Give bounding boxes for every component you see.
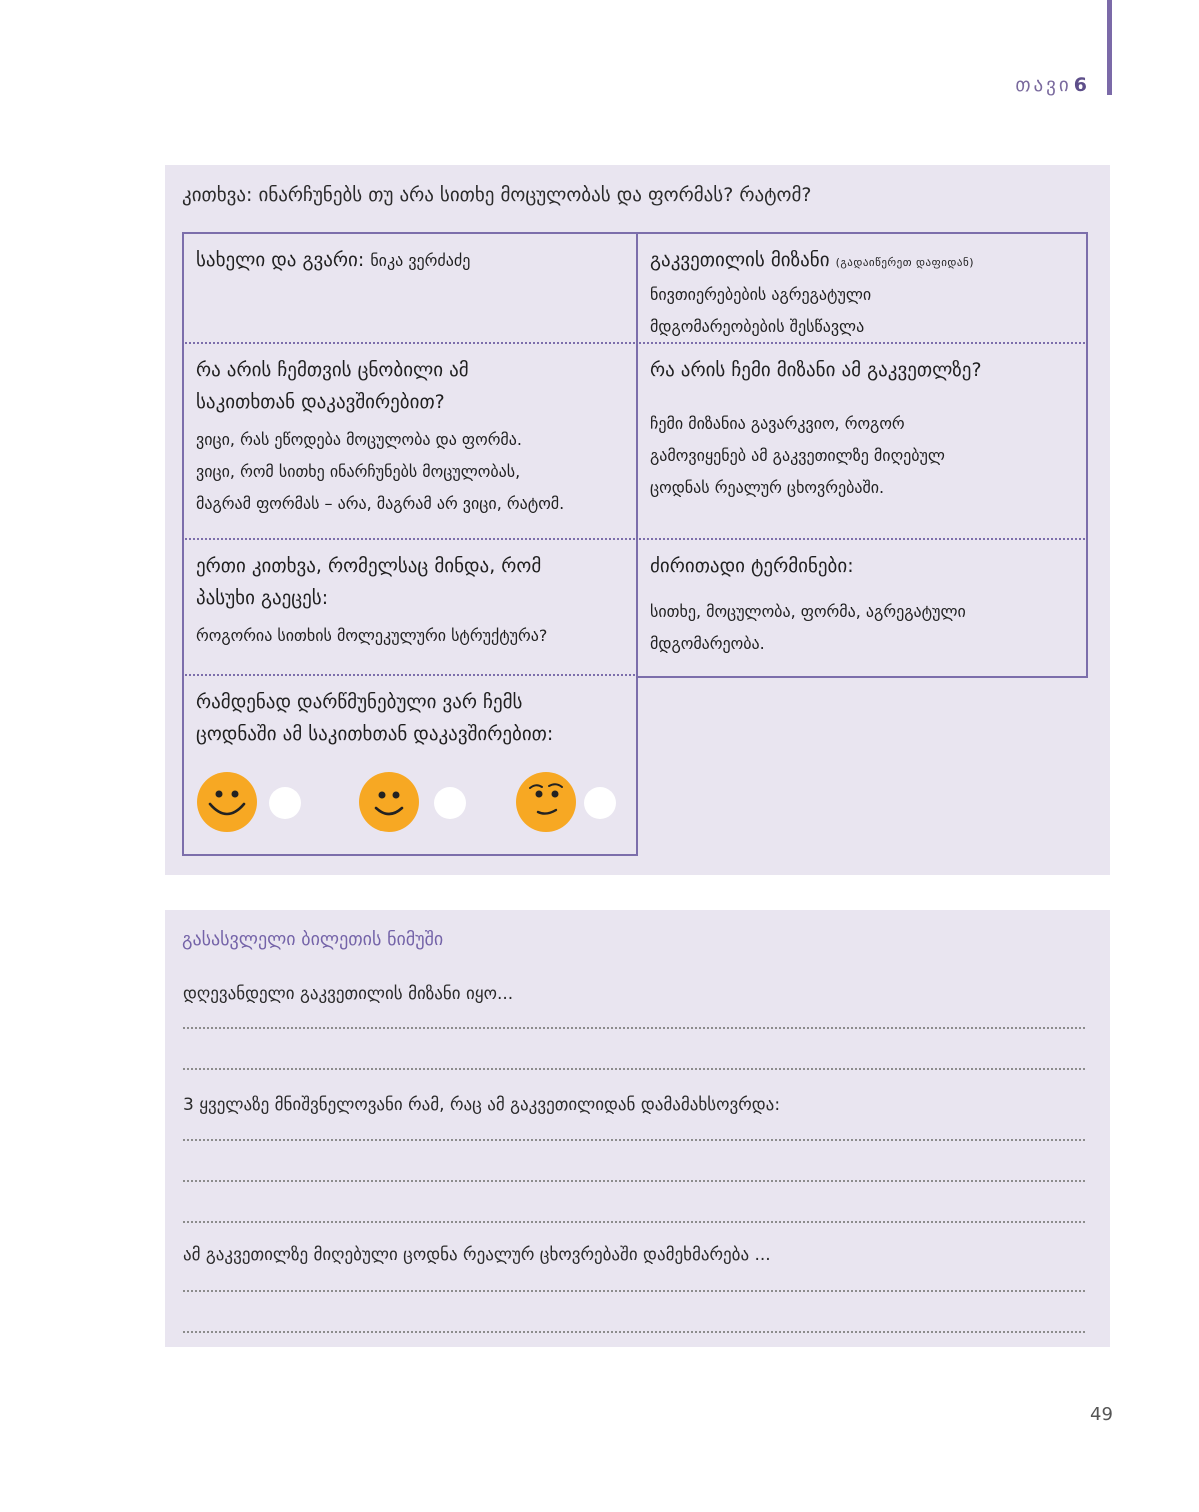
goal-cell [636, 232, 1088, 344]
exit-ticket-title: გასასვლელი ბილეთის ნიმუში [182, 929, 444, 950]
confidence-label-2: ცოდნაში ამ საკითხთან დაკავშირებით: [196, 723, 554, 745]
known-text-2: ვიცი, რომ სითხე ინარჩუნებს მოცულობას, [196, 462, 521, 481]
answer-line[interactable] [183, 1290, 1085, 1292]
my-goal-text-3: ცოდნას რეალურ ცხოვრებაში. [650, 478, 885, 497]
thinking-face-icon[interactable] [516, 772, 576, 832]
worksheet-question: კითხვა: ინარჩუნებს თუ არა სითხე მოცულობას და ფორმას? რატომ? [182, 184, 812, 206]
confidence-label-1: რამდენად დარწმუნებული ვარ ჩემს [196, 691, 523, 713]
exit-prompt-1: დღევანდელი გაკვეთილის მიზანი იყო... [183, 984, 514, 1004]
terms-label: ძირითადი ტერმინები: [650, 555, 854, 577]
chapter-marker-bar [1107, 0, 1112, 95]
answer-line[interactable] [183, 1027, 1085, 1029]
answer-line[interactable] [183, 1331, 1085, 1333]
my-goal-cell [636, 342, 1088, 540]
name-label: სახელი და გვარი: [196, 249, 365, 271]
known-label-2: საკითხთან დაკავშირებით? [196, 391, 445, 413]
goal-line-1: ნივთიერებების აგრეგატული [650, 285, 872, 304]
answer-line[interactable] [183, 1180, 1085, 1182]
answer-line[interactable] [183, 1068, 1085, 1070]
goal-hint: (გადაიწერეთ დაფიდან) [835, 256, 975, 269]
known-label-1: რა არის ჩემთვის ცნობილი ამ [196, 359, 469, 381]
terms-text-2: მდგომარეობა. [650, 634, 765, 653]
known-cell [182, 342, 638, 540]
smile-face-icon[interactable] [359, 772, 419, 832]
known-text-3: მაგრამ ფორმას – არა, მაგრამ არ ვიცი, რატომ. [196, 494, 565, 513]
known-text-1: ვიცი, რას ეწოდება მოცულობა და ფორმა. [196, 430, 522, 449]
page-number: 49 [1090, 1404, 1113, 1425]
rating-option-1[interactable] [269, 787, 301, 819]
answer-line[interactable] [183, 1221, 1085, 1223]
exit-prompt-2: 3 ყველაზე მნიშვნელოვანი რამ, რაც ამ გაკვეთილიდან დამამახსოვრდა: [183, 1095, 781, 1115]
terms-text-1: სითხე, მოცულობა, ფორმა, აგრეგატული [650, 602, 966, 621]
question-cell [182, 538, 638, 676]
my-goal-text-2: გამოვიყენებ ამ გაკვეთილზე მიღებულ [650, 446, 945, 465]
name-value: ნიკა ვერძაძე [370, 251, 471, 270]
happy-face-icon[interactable] [197, 772, 257, 832]
name-cell [182, 232, 638, 344]
my-goal-text-1: ჩემი მიზანია გავარკვიო, როგორ [650, 414, 905, 433]
rating-option-3[interactable] [584, 787, 616, 819]
exit-ticket-panel [165, 910, 1110, 1347]
terms-cell [636, 538, 1088, 678]
q-label-2: პასუხი გაეცეს: [196, 587, 329, 609]
goal-label: გაკვეთილის მიზანი [650, 249, 830, 271]
rating-option-2[interactable] [434, 787, 466, 819]
goal-line-2: მდგომარეობების შესწავლა [650, 317, 865, 336]
my-goal-label: რა არის ჩემი მიზანი ამ გაკვეთლზე? [650, 359, 982, 381]
chapter-label: თავი 6 [1015, 74, 1087, 96]
q-text: როგორია სითხის მოლეკულური სტრუქტურა? [196, 626, 548, 645]
exit-prompt-3: ამ გაკვეთილზე მიღებული ცოდნა რეალურ ცხოვრებაში დამეხმარება ... [183, 1245, 771, 1265]
answer-line[interactable] [183, 1139, 1085, 1141]
q-label-1: ერთი კითხვა, რომელსაც მინდა, რომ [196, 555, 542, 577]
